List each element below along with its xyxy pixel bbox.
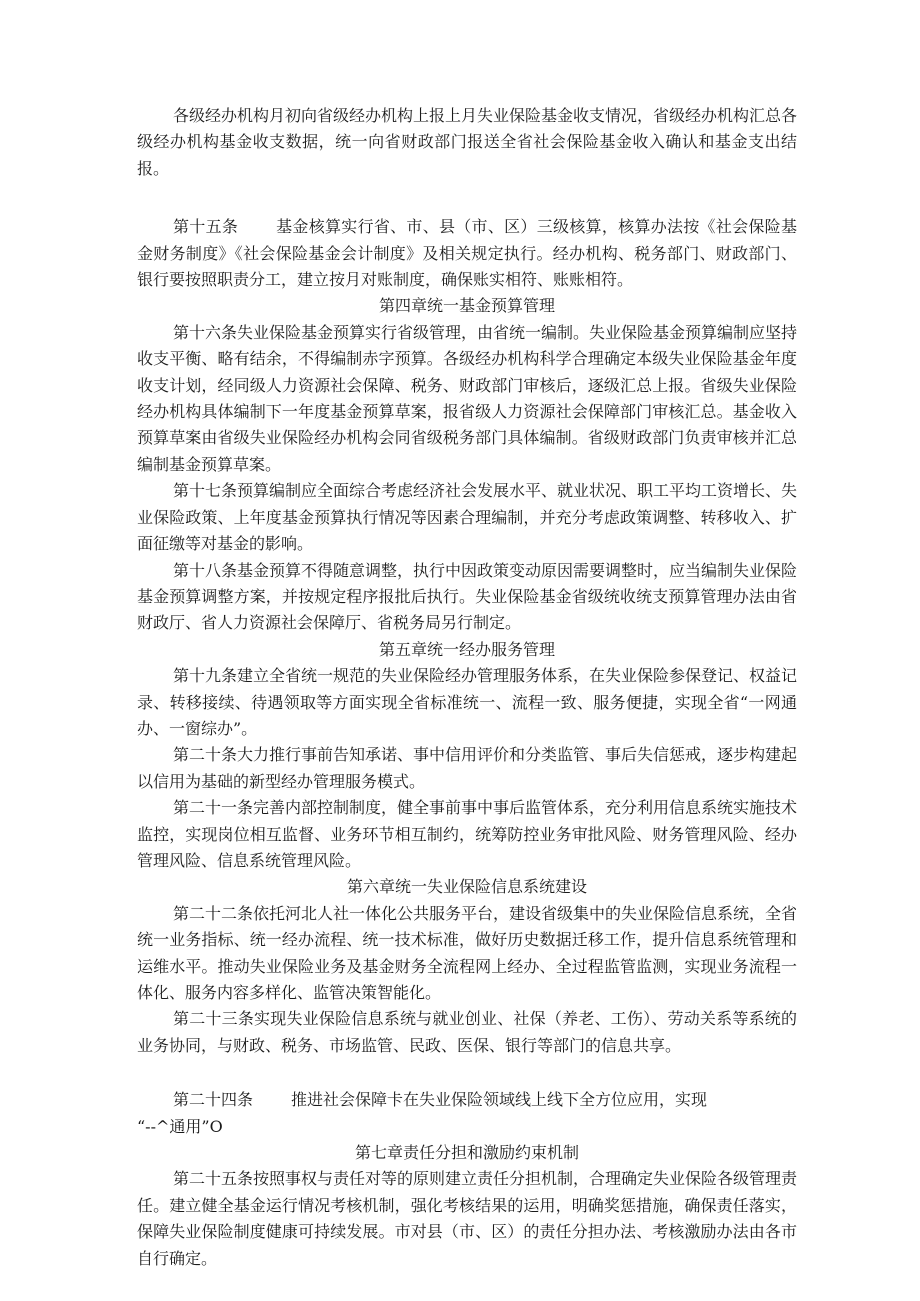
article-18: 第十八条基金预算不得随意调整，执行中因政策变动原因需要调整时，应当编制失业保险基金预算调整方案，并按规定程序报批后执行。失业保险基金省级统收统支预算管理办法由省财政厅、省人力资源社会保障厅、省税务局另行制定。 [137,560,798,633]
article-24-text: 推进社会保障卡在失业保险领域线上线下全方位应用，实现 [291,1090,708,1110]
article-16: 第十六条失业保险基金预算实行省级管理，由省统一编制。失业保险基金预算编制应坚持收支平衡、略有结余，不得编制赤字预算。各级经办机构科学合理确定本级失业保险基金年度收支计划，经同级人力资源社会保障、税务、财政部门审核后，逐级汇总上报。省级失业保险经办机构具体编制下一年度基金预算草案，报省级人力资源社会保障部门审核汇总。基金收入预算草案由省级失业保险经办机构会同省级税务部门具体编制。省级财政部门负责审核并汇总编制基金预算草案。 [137,322,798,474]
article-23: 第二十三条实现失业保险信息系统与就业创业、社保（养老、工伤）、劳动关系等系统的业务协同，与财政、税务、市场监管、民政、医保、银行等部门的信息共享。 [137,1009,797,1055]
article-15-text: 基金核算实行省、市、县（市、区）三级核算，核算办法按《社会保险基金财务制度》《社会保险基金会计制度》及相关规定执行。经办机构、税务部门、财政部门、银行要按照职责分工，建立按月对账制度，确保账实相符、账账相符。 [137,217,797,290]
article-21: 第二十一条完善内部控制制度，健全事前事中事后监管体系，充分利用信息系统实施技术监控，实现岗位相互监督、业务环节相互制约，统筹防控业务审批风险、财务管理风险、经办管理风险、信息系统管理风险。 [137,798,798,870]
article-25: 第二十五条按照事权与责任对等的原则建立责任分担机制，合理确定失业保险各级管理责任。建立健全基金运行情况考核机制，强化考核结果的运用，明确奖惩措施，确保责任落实，保障失业保险制度健康可持续发展。市对县（市、区）的责任分担办法、考核激励办法由各市自行确定。 [137,1169,798,1268]
article-19: 第十九条建立全省统一规范的失业保险经办管理服务体系，在失业保险参保登记、权益记录、转移接续、待遇领取等方面实现全省标准统一、流程一致、服务便捷，实现全省“一网通办、一窗综办”。 [137,666,798,738]
article-17: 第十七条预算编制应全面综合考虑经济社会发展水平、就业状况、职工平均工资增长、失业保险政策、上年度基金预算执行情况等因素合理编制，并充分考虑政策调整、转移收入、扩面征缴等对基金的影响。 [137,481,798,554]
paragraph-spacer [137,182,797,214]
article-22: 第二十二条依托河北人社一体化公共服务平台，建设省级集中的失业保险信息系统，全省统一业务指标、统一经办流程、统一技术标准，做好历史数据迁移工作，提升信息系统管理和运维水平。推动失业保险业务及基金财务全流程网上经办、全过程监管监测，实现业务流程一体化、服务内容多样化、监管决策智能化。 [137,903,798,1002]
document-page [137,103,797,1272]
chapter-7-heading: 第七章责任分担和激励约束机制 [354,1143,579,1163]
article-24-label: 第二十四条 [173,1090,254,1110]
article-20: 第二十条大力推行事前告知承诺、事中信用评价和分类监管、事后失信惩戒，逐步构建起以信用为基础的新型经办管理服务模式。 [137,745,798,791]
chapter-5-heading: 第五章统一经办服务管理 [378,639,555,659]
article-24 [137,1087,797,1113]
article-24-continuation: “--^通用”O [137,1116,223,1136]
paragraph-fund-report: 各级经办机构月初向省级经办机构上报上月失业保险基金收支情况，省级经办机构汇总各级经办机构基金收支数据，统一向省财政部门报送全省社会保险基金收入确认和基金支出结报。 [137,106,798,178]
article-15 [137,214,797,293]
paragraph-spacer [137,1059,797,1087]
chapter-4-heading: 第四章统一基金预算管理 [378,296,555,316]
article-15-label: 第十五条 [173,217,239,237]
chapter-6-heading: 第六章统一失业保险信息系统建设 [346,877,587,897]
